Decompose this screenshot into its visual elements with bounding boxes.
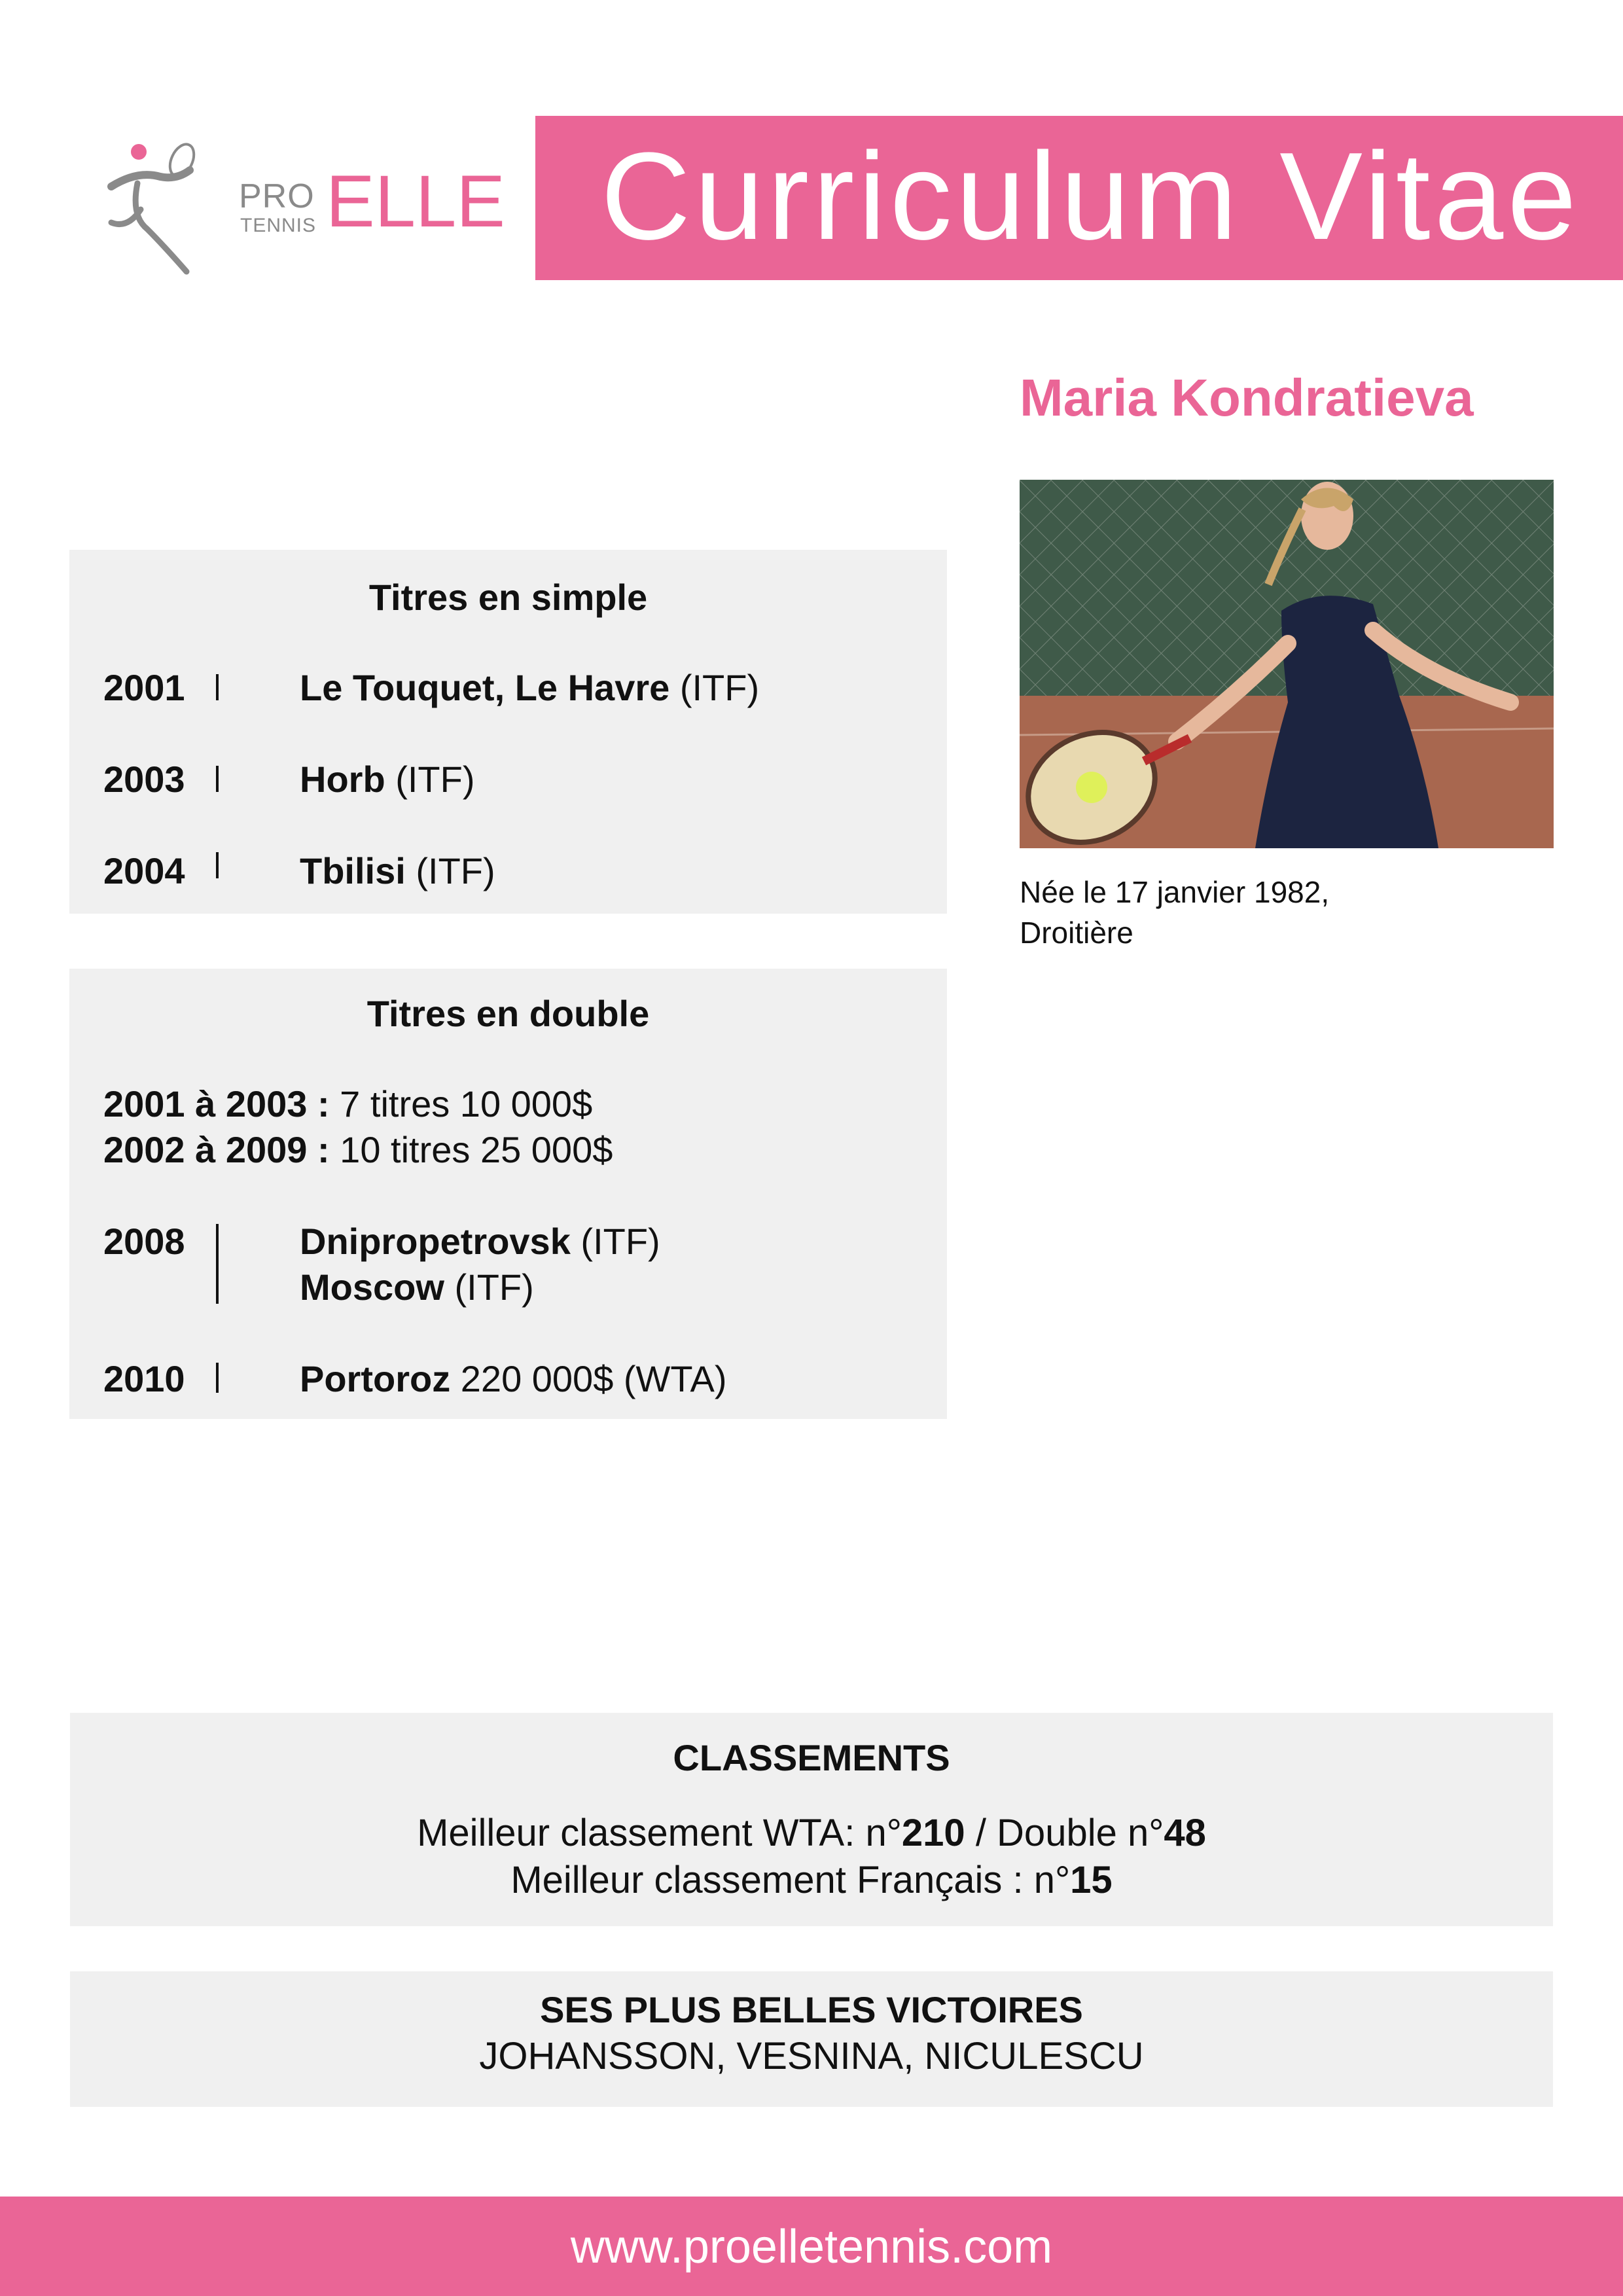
rankings-box [70,1713,1553,1926]
victories-names: JOHANSSON, VESNINA, NICULESCU [479,2035,1144,2077]
doubles-year: 2008 [103,1221,185,1262]
divider [216,1363,219,1393]
player-photo [1020,480,1554,848]
singles-title: Titres en simple [368,577,648,618]
singles-year: 2004 [103,850,185,891]
rankings-title: CLASSEMENTS [673,1737,950,1778]
handedness: Droitière [1020,916,1133,950]
logo [98,131,517,288]
birth-date: Née le 17 janvier 1982, [1020,875,1330,909]
doubles-summary: 2001 à 2003 : 7 titres 10 000$ [103,1083,593,1124]
singles-titles-box [69,550,947,914]
website-link[interactable]: www.proelletennis.com [570,2221,1053,2273]
doubles-summary: 2002 à 2009 : 10 titres 25 000$ [103,1129,613,1170]
divider [216,852,219,878]
page-title: Curriculum Vitae [601,127,1580,266]
birth-info [1020,872,1329,953]
logo-tennis-text: TENNIS [240,215,317,236]
singles-entry: Horb (ITF) [300,759,475,800]
singles-entry: Tbilisi (ITF) [300,850,495,891]
tennis-player-logo-icon [98,131,229,275]
wta-ranking: Meilleur classement WTA: n°210 / Double n°48 [417,1812,1206,1854]
divider [216,766,219,792]
singles-year: 2001 [103,667,185,708]
victories-title: SES PLUS BELLES VICTOIRES [540,1989,1083,2030]
singles-entry: Le Touquet, Le Havre (ITF) [300,667,760,708]
logo-pro-text: PRO [239,177,315,215]
doubles-year: 2010 [103,1358,185,1399]
divider [216,1224,219,1304]
victories-box [70,1971,1553,2107]
singles-year: 2003 [103,759,185,800]
divider [216,674,219,700]
doubles-titles-box [69,969,947,1419]
footer [0,2197,1623,2296]
doubles-entry: Moscow (ITF) [300,1266,534,1308]
logo-elle-text: ELLE [326,160,505,242]
doubles-entry: Portoroz 220 000$ (WTA) [300,1358,727,1399]
title-banner [535,116,1623,280]
doubles-entry: Dnipropetrovsk (ITF) [300,1221,660,1262]
french-ranking: Meilleur classement Français : n°15 [510,1859,1113,1901]
doubles-title: Titres en double [366,993,650,1034]
player-name: Maria Kondratieva [1020,368,1474,427]
